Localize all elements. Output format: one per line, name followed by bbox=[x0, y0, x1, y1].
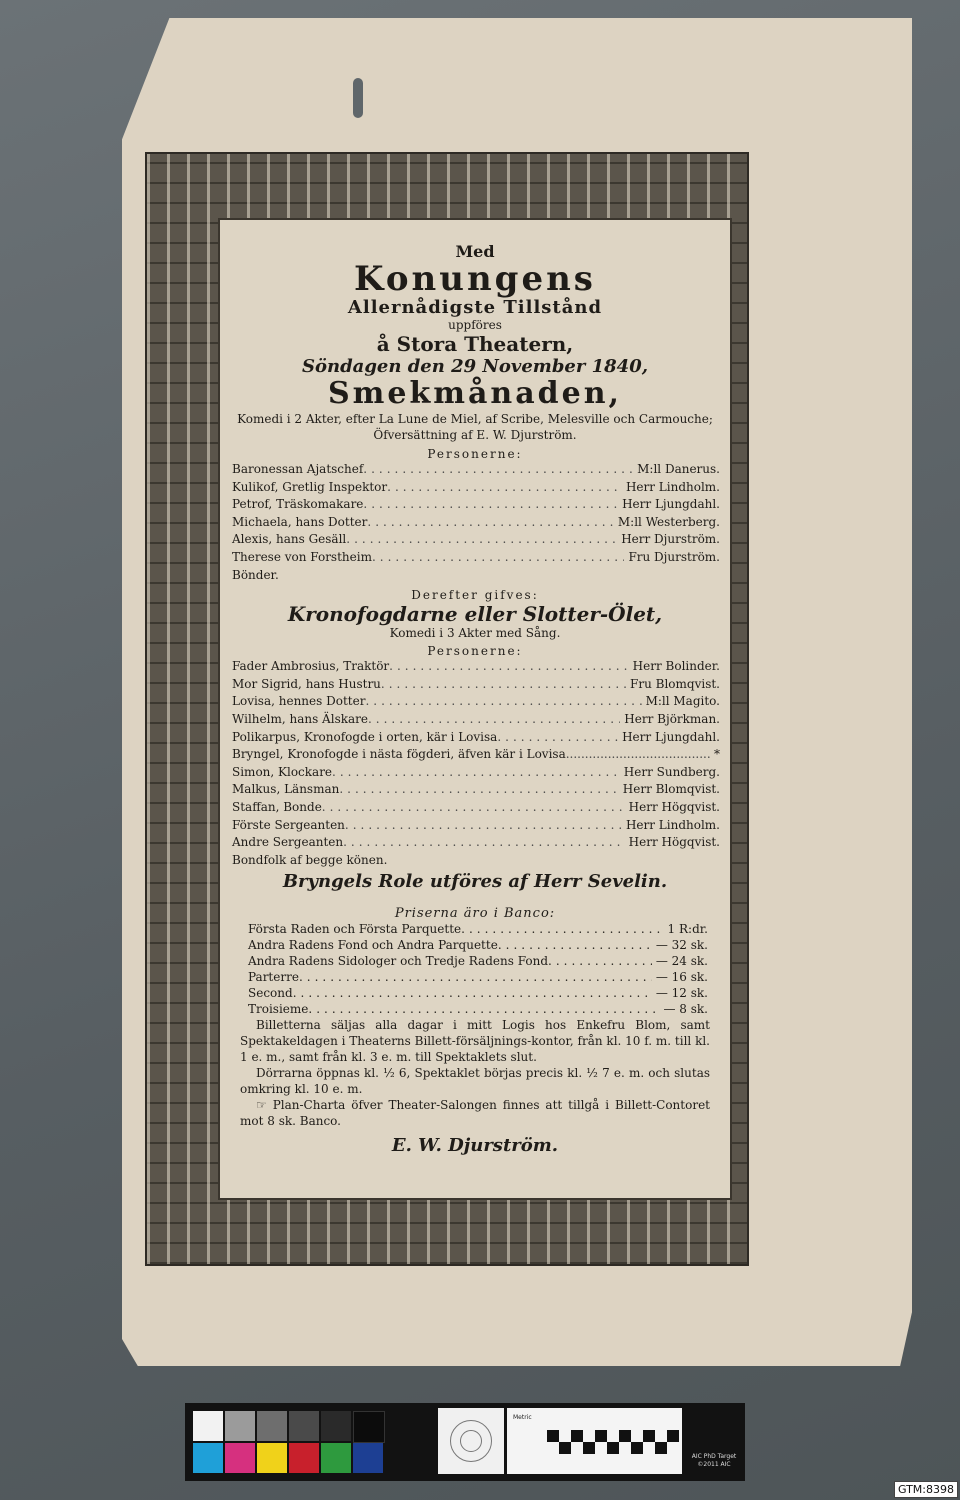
cast-row bbox=[232, 711, 720, 729]
cast-actor: Herr Högqvist. bbox=[628, 835, 720, 850]
cast2-heading: Personerne: bbox=[427, 644, 523, 659]
price-label: Troisieme bbox=[248, 1002, 309, 1017]
price-list bbox=[220, 921, 730, 1017]
color-target-card bbox=[185, 1403, 745, 1481]
cast-actor: M:ll Magito. bbox=[645, 694, 720, 709]
cast-role: Bondfolk af begge könen. bbox=[232, 852, 388, 867]
cast-role: Petrof, Träskomakare bbox=[232, 497, 364, 512]
cast-role: Staffan, Bonde bbox=[232, 799, 322, 814]
cast-actor: Herr Sundberg. bbox=[623, 764, 720, 779]
target-caption-line2: ©2011 AIC bbox=[697, 1461, 731, 1468]
price-label: Första Raden och Första Parquette bbox=[248, 922, 462, 937]
price-row bbox=[248, 1001, 708, 1017]
cast-row bbox=[232, 729, 720, 747]
cast-actor: Herr Djurström. bbox=[621, 532, 720, 547]
ticket-sales-text: Billetterna säljas alla dagar i mitt Logis hos Enkefru Blom, samt Spektakeldagen i Theaterns Billett-försäljnings-kontor, från kl. 10 f. m. till kl. 1 e. m., samt från kl. 3 e. m. till Spektaklets slut. bbox=[240, 1018, 710, 1065]
header-konungens: Konungens bbox=[354, 259, 596, 299]
header-uppfores: uppföres bbox=[448, 318, 502, 332]
cast-row bbox=[232, 496, 720, 514]
cast-role: Therese von Forstheim bbox=[232, 549, 372, 564]
cast-role: Baronessan Ajatschef bbox=[232, 462, 364, 476]
price-row bbox=[248, 921, 708, 937]
play2-title: Kronofogdarne eller Slotter-Ölet, bbox=[287, 602, 663, 627]
price-row bbox=[248, 969, 708, 985]
cast-actor: Herr Lindholm. bbox=[625, 479, 720, 494]
ruler-label: Metric bbox=[513, 1414, 532, 1421]
cast-row bbox=[232, 531, 720, 549]
price-amount: — 16 sk. bbox=[655, 970, 708, 985]
cast-role: Wilhelm, hans Älskare bbox=[232, 711, 368, 726]
price-label: Andra Radens Fond och Andra Parquette bbox=[248, 938, 498, 953]
cast-role: Andre Sergeanten bbox=[232, 835, 344, 850]
price-label: Second bbox=[248, 986, 293, 1001]
cast-role: Simon, Klockare bbox=[232, 764, 333, 779]
cast-role: Alexis, hans Gesäll bbox=[232, 532, 347, 547]
header-theatern: å Stora Theatern, bbox=[376, 332, 574, 356]
cast-actor: Herr Björkman. bbox=[624, 711, 720, 726]
play1-title: Smekmånaden, bbox=[327, 376, 623, 411]
cast-row bbox=[232, 799, 720, 817]
cast-actor: Fru Blomqvist. bbox=[630, 676, 720, 691]
gray-swatch bbox=[193, 1411, 223, 1441]
metric-ruler bbox=[507, 1408, 682, 1474]
target-caption bbox=[685, 1453, 743, 1469]
cast-role: Förste Sergeanten bbox=[232, 817, 345, 832]
signature: E. W. Djurström. bbox=[391, 1135, 559, 1157]
red-swatch bbox=[289, 1443, 319, 1473]
cast-actor: Herr Blomqvist. bbox=[622, 782, 720, 797]
cast-actor: M:ll Danerus. bbox=[637, 462, 720, 476]
derefter-heading: Derefter gifves: bbox=[411, 588, 539, 603]
cast-actor: Fru Djurström. bbox=[628, 549, 720, 564]
cast-role: Bönder. bbox=[232, 567, 279, 582]
cast-row bbox=[232, 676, 720, 694]
cast-actor: * bbox=[714, 747, 720, 762]
cyan-swatch bbox=[193, 1443, 223, 1473]
cast-row bbox=[232, 781, 720, 799]
poster-content bbox=[218, 218, 732, 1200]
cast-row bbox=[232, 834, 720, 852]
cast-actor: Herr Lindholm. bbox=[625, 817, 720, 832]
plan-text-body: Plan-Charta öfver Theater-Salongen finnes att tillgå i Billett-Contoret mot 8 sk. Banco. bbox=[240, 1098, 710, 1129]
catalog-number: GTM:8398 bbox=[894, 1481, 958, 1498]
play1-subtitle: Komedi i 2 Akter, efter La Lune de Miel, af Scribe, Melesville och Carmouche; Öfversättning af E. W. Djurström. bbox=[237, 412, 713, 442]
cast-role: Kulikof, Gretlig Inspektor bbox=[232, 479, 388, 494]
gray-swatch bbox=[321, 1411, 351, 1441]
price-row bbox=[248, 953, 708, 969]
price-amount: — 8 sk. bbox=[663, 1002, 708, 1017]
cast1-heading: Personerne: bbox=[427, 447, 523, 461]
cast-row bbox=[232, 479, 720, 497]
play2-subtitle: Komedi i 3 Akter med Sång. bbox=[389, 626, 561, 641]
target-caption-line1: AIC PhD Target bbox=[691, 1453, 737, 1460]
cast-row bbox=[232, 514, 720, 532]
cast-row bbox=[232, 658, 720, 676]
cast-actor: Herr Högqvist. bbox=[628, 799, 720, 814]
gray-swatch bbox=[257, 1411, 287, 1441]
price-label: Andra Radens Sidologer och Tredje Radens Fond bbox=[248, 954, 548, 969]
doors-text: Dörrarna öppnas kl. ½ 6, Spektaklet börjas precis kl. ½ 7 e. m. och slutas omkring kl. 10 e. m. bbox=[240, 1066, 710, 1097]
cast-role: Lovisa, hennes Dotter bbox=[232, 694, 366, 709]
cast-row bbox=[232, 817, 720, 835]
paper-tear bbox=[353, 78, 363, 118]
cast-actor: Herr Ljungdahl. bbox=[622, 729, 720, 744]
blue-swatch bbox=[353, 1443, 383, 1473]
price-row bbox=[248, 937, 708, 953]
plan-text bbox=[220, 1097, 730, 1129]
cast-row bbox=[232, 461, 720, 479]
bryngel-note: Bryngels Role utföres af Herr Sevelin. bbox=[282, 871, 668, 893]
header-tillstand: Allernådigste Tillstånd bbox=[347, 297, 603, 318]
price-row bbox=[248, 985, 708, 1001]
price-amount: — 12 sk. bbox=[655, 986, 708, 1001]
cast-row bbox=[232, 746, 720, 764]
resolution-target bbox=[438, 1408, 504, 1474]
header-med: Med bbox=[455, 242, 495, 261]
cast2-list bbox=[220, 658, 730, 869]
cast-actor: Herr Ljungdahl. bbox=[622, 497, 720, 512]
pointing-hand-icon: ☞ bbox=[256, 1098, 267, 1113]
gray-swatch bbox=[353, 1411, 385, 1443]
cast-role: Michaela, hans Dotter bbox=[232, 514, 368, 529]
performance-date: Söndagen den 29 November 1840, bbox=[301, 356, 648, 377]
prices-heading: Priserna äro i Banco: bbox=[394, 906, 556, 922]
cast-row bbox=[232, 693, 720, 711]
cast-actor: M:ll Westerberg. bbox=[617, 514, 720, 529]
cast-role: Mor Sigrid, hans Hustru bbox=[232, 676, 381, 691]
price-amount: 1 R:dr. bbox=[667, 922, 708, 937]
cast-role: Malkus, Länsman bbox=[232, 782, 340, 797]
cast-role: Fader Ambrosius, Traktör bbox=[232, 659, 390, 674]
cast-row bbox=[232, 852, 720, 870]
price-label: Parterre bbox=[248, 970, 299, 985]
cast-role: Polikarpus, Kronofogde i orten, kär i Lovisa bbox=[232, 729, 498, 744]
gray-swatch bbox=[289, 1411, 319, 1441]
cast1-list bbox=[220, 461, 730, 584]
cast-role: Bryngel, Kronofogde i nästa fögderi, äfven kär i Lovisa bbox=[232, 747, 566, 762]
price-amount: — 24 sk. bbox=[655, 954, 708, 969]
cast-row bbox=[232, 567, 720, 585]
gray-swatch bbox=[225, 1411, 255, 1441]
cast-actor: Herr Bolinder. bbox=[632, 659, 720, 674]
cast-row bbox=[232, 764, 720, 782]
yellow-swatch bbox=[257, 1443, 287, 1473]
cast-row bbox=[232, 549, 720, 567]
price-amount: — 32 sk. bbox=[655, 938, 708, 953]
green-swatch bbox=[321, 1443, 351, 1473]
magenta-swatch bbox=[225, 1443, 255, 1473]
